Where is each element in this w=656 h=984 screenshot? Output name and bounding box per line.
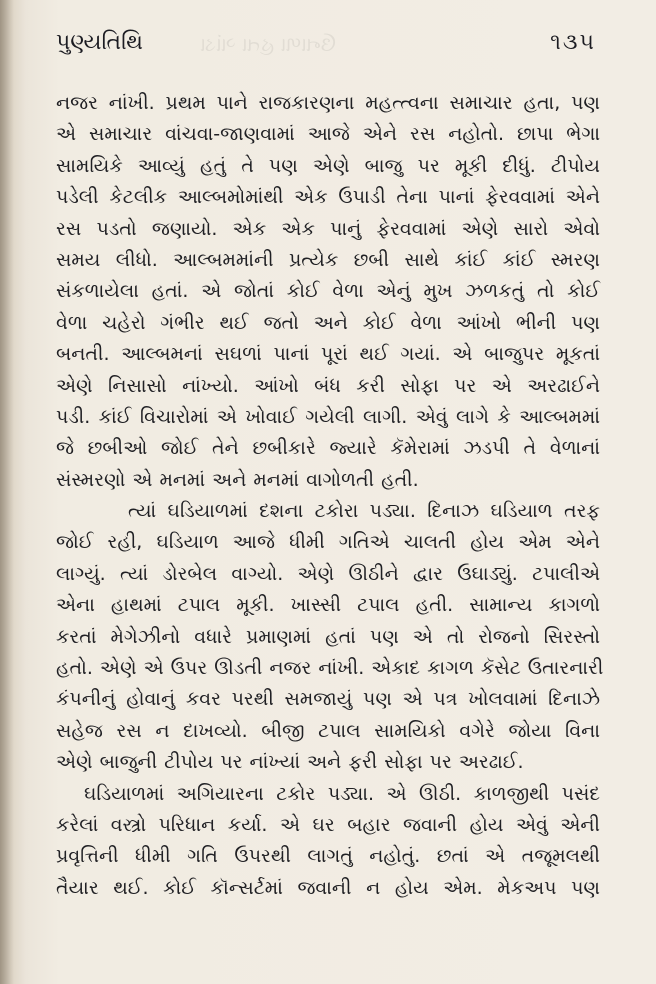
text-line: જે છબીઓ જોઈ તેને છબીકારે જ્યારે કૅમેરામાં ઝડપી તે વેળાનાં: [56, 437, 600, 460]
paragraph-start-line: ઘડિયાળમાં અગિયારના ટકોર પડ્યા. એ ઊઠી. કાળજીથી પસંદ: [84, 782, 600, 805]
text-line: જોઈ રહી, ઘડિયાળ આજે ધીમી ગતિએ ચાલતી હોય એમ એને: [56, 531, 600, 554]
text-line: રસ પડતો જણાયો. એક એક પાનું ફેરવવામાં એણે સારો એવો: [56, 217, 600, 240]
text-line: નજર નાંખી. પ્રથમ પાને રાજકારણના મહત્ત્વના સમાચાર હતા, પણ: [56, 92, 600, 114]
text-line: કરેલાં વસ્ત્રો પરિધાન કર્યા. એ ઘર બહાર જવાની હોય એવું એની: [56, 813, 600, 836]
text-line: લાગ્યું. ત્યાં ડોરબેલ વાગ્યો. એણે ઊઠીને દ્વાર ઉઘાડ્યું. ટપાલીએ: [56, 562, 600, 585]
bleed-through-text: ઉનાળા હતા ગાંડા: [200, 32, 336, 56]
text-line: સમય લીધો. આલ્બમમાંની પ્રત્યેક છબી સાથે કાંઈ કાંઈ સ્મરણ: [56, 248, 600, 271]
text-line: પડી. કાંઈ વિચારોમાં એ ખોવાઈ ગયેલી લાગી. એવું લાગે કે આલ્બમમાં: [56, 405, 600, 428]
text-line: સંકળાયેલા હતાં. એ જોતાં કોઈ વેળા એનું મુખ ઝળકતું તો કોઈ: [56, 280, 600, 303]
paragraph-end-line: એણે બાજુની ટીપોય પર નાંખ્યાં અને ફરી સોફા પર અરઢાઈ.: [56, 751, 524, 774]
text-line: એ સમાચાર વાંચવા-જાણવામાં આજે એને રસ નહોતો. છાપા ભેગા: [56, 123, 600, 146]
text-line: તૈયાર થઈ. કોઈ કૉન્સર્ટમાં જવાની ન હોય એમ. મેકઅપ પણ: [56, 876, 600, 899]
text-line: હતો. એણે એ ઉપર ઊડતી નજર નાંખી. એકાદ કાગળ કૅસેટ ઉતારનારી: [56, 657, 604, 680]
paragraph-start-line: ત્યાં ઘડિયાળમાં દશના ટકોરા પડ્યા. દિનાઝ ઘડિયાળ તરફ: [128, 500, 600, 523]
paragraph-end-line: સંસ્મરણો એ મનમાં અને મનમાં વાગોળતી હતી.: [56, 468, 419, 491]
text-line: સહેજ રસ ન દાખવ્યો. બીજી ટપાલ સામયિકો વગેરે જોયા વિના: [56, 719, 600, 742]
running-head: [56, 24, 596, 64]
text-line: સામયિકે આવ્યું હતું તે પણ એણે બાજુ પર મૂકી દીધું. ટીપોય: [56, 154, 600, 177]
text-line: કરતાં મેગેઝીનો વધારે પ્રમાણમાં હતાં પણ એ તો રોજનો સિરસ્તો: [56, 625, 600, 648]
text-line: એના હાથમાં ટપાલ મૂકી. ખાસ્સી ટપાલ હતી. સામાન્ય કાગળો: [56, 594, 600, 617]
text-line: કંપનીનું હોવાનું કવર પરથી સમજાયું પણ એ પત્ર ખોલવામાં દિનાઝે: [56, 688, 600, 711]
text-line: પ્રવૃત્તિની ધીમી ગતિ ઉપરથી લાગતું નહોતું. છતાં એ તજૂમલથી: [56, 845, 600, 868]
text-line: પડેલી કેટલીક આલ્બમોમાંથી એક ઉપાડી તેના પાનાં ફેરવવામાં એને: [56, 186, 600, 209]
running-title: પુણ્યતિથિ: [56, 30, 143, 55]
binding-gutter-shadow: [0, 0, 14, 984]
page-number: ૧૩૫: [550, 30, 596, 55]
body-text: [56, 88, 604, 904]
text-line: બનતી. આલ્બમનાં સઘળાં પાનાં પૂરાં થઈ ગયાં. એ બાજુપર મૂકતાં: [56, 343, 600, 366]
text-line: વેળા ચહેરો ગંભીર થઈ જતો અને કોઈ વેળા આંખો ભીની પણ: [56, 311, 600, 334]
text-line: એણે નિસાસો નાંખ્યો. આંખો બંધ કરી સોફા પર એ અરઢાઈને: [56, 374, 600, 397]
